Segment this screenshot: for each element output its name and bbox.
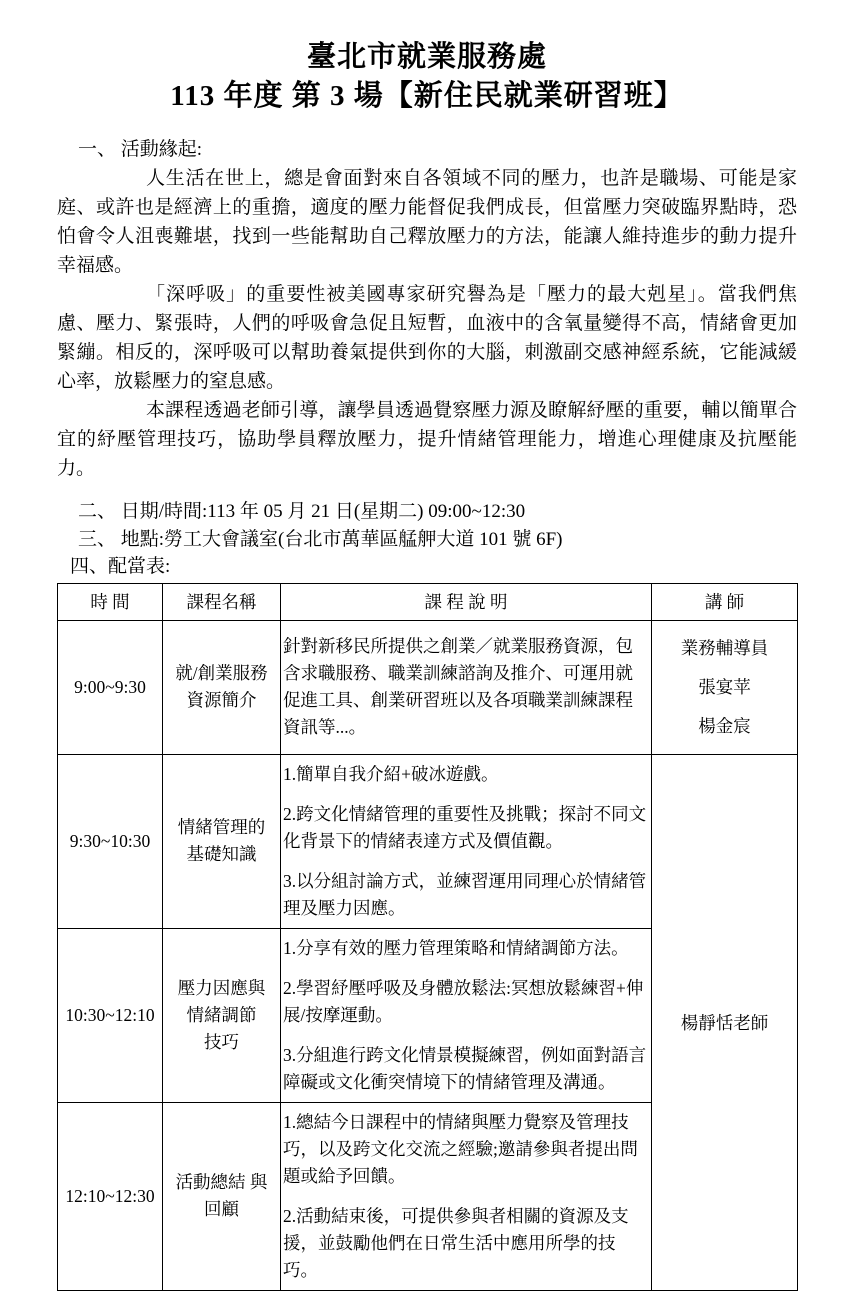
description-item: 3.以分組討論方式，並練習運用同理心於情緒管理及壓力因應。 bbox=[283, 870, 647, 918]
header-course-description: 課 程 說 明 bbox=[281, 583, 652, 620]
row1-course-name bbox=[163, 620, 281, 754]
row3-course-name bbox=[163, 928, 281, 1102]
course-name-line: 技巧 bbox=[204, 1031, 239, 1052]
lecturer-line: 楊金宸 bbox=[698, 715, 751, 736]
course-name-line: 活動總結 與 bbox=[175, 1172, 268, 1192]
header-time: 時 間 bbox=[58, 583, 163, 620]
row2-course-name bbox=[163, 754, 281, 928]
course-name-line: 壓力因應與 bbox=[177, 977, 266, 998]
location-line: 三、 地點:勞工大會議室(台北市萬華區艋舺大道 101 號 6F) bbox=[78, 528, 563, 550]
row1-time: 9:00~9:30 bbox=[58, 620, 163, 754]
origin-paragraph-3: 本課程透過老師引導，讓學員透過覺察壓力源及瞭解紓壓的重要，輔以簡單合宜的紓壓管理技巧，協助學員釋放壓力，提升情緒管理能力，增進心理健康及抗壓能力。 bbox=[57, 400, 797, 479]
row1-course-description bbox=[281, 620, 652, 754]
lecturer-line: 張宴苹 bbox=[698, 676, 751, 697]
row3-course-description bbox=[281, 928, 652, 1102]
row4-course-name bbox=[163, 1102, 281, 1290]
origin-paragraph-1: 人生活在世上，總是會面對來自各領域不同的壓力，也許是職場、可能是家庭、或許也是經濟上的重擔，適度的壓力能督促我們成長，但當壓力突破臨界點時，恐怕會令人沮喪難堪，找到一些能幫助自己釋放壓力的方法，能讓人維持進步的動力提升幸福感。 bbox=[57, 168, 797, 276]
course-name-line: 就/創業服務 bbox=[175, 663, 268, 683]
row4-course-description bbox=[281, 1102, 652, 1290]
row3-time: 10:30~12:10 bbox=[58, 928, 163, 1102]
section-origin-heading: 一、 活動緣起: bbox=[78, 139, 203, 160]
origin-paragraph-2: 「深呼吸」的重要性被美國專家研究譽為是「壓力的最大剋星」。當我們焦慮、壓力、緊張時，人們的呼吸會急促且短暫，血液中的含氧量變得不高，情緒會更加緊繃。相反的，深呼吸可以幫助養氣提供到你的大腦，刺激副交感神經系統，它能減緩心率，放鬆壓力的窒息感。 bbox=[57, 284, 797, 392]
table-row bbox=[58, 754, 798, 928]
course-name-line: 基礎知識 bbox=[186, 844, 257, 864]
description-item: 2.活動結束後，可提供參與者相關的資源及支援，並鼓勵他們在日常生活中應用所學的技巧。 bbox=[283, 1205, 629, 1280]
description-paragraph: 針對新移民所提供之創業／就業服務資源，包含求職服務、職業訓練諮詢及推介、可運用就促進工具、創業研習班以及各項職業訓練課程資訊等...。 bbox=[283, 636, 633, 737]
row4-time: 12:10~12:30 bbox=[58, 1102, 163, 1290]
row1-lecturer bbox=[652, 620, 798, 754]
description-item: 2.學習紓壓呼吸及身體放鬆法:冥想放鬆練習+伸展/按摩運動。 bbox=[283, 977, 644, 1025]
header-course-name: 課程名稱 bbox=[163, 583, 281, 620]
schedule-heading: 四、配當表: bbox=[70, 556, 171, 577]
description-item: 1.總結今日課程中的情緒與壓力覺察及管理技巧，以及跨文化交流之經驗;邀請參與者提出問題或給予回饋。 bbox=[283, 1111, 638, 1186]
table-header-row bbox=[58, 583, 798, 620]
course-name-line: 回顧 bbox=[204, 1199, 239, 1219]
doc-title-line1: 臺北市就業服務處 bbox=[306, 41, 547, 73]
course-name-line: 情緒管理的 bbox=[177, 817, 266, 837]
date-time-line: 二、 日期/時間:113 年 05 月 21 日(星期二) 09:00~12:30 bbox=[78, 501, 526, 522]
doc-title-line2: 113 年度 第 3 場【新住民就業研習班】 bbox=[170, 80, 684, 112]
row2-time: 9:30~10:30 bbox=[58, 754, 163, 928]
description-item: 2.跨文化情緒管理的重要性及挑戰；探討不同文化背景下的情緒表達方式及價值觀。 bbox=[283, 803, 647, 851]
description-item: 1.分享有效的壓力管理策略和情緒調節方法。 bbox=[283, 937, 629, 958]
description-item: 3.分組進行跨文化情景模擬練習，例如面對語言障礙或文化衝突情境下的情緒管理及溝通。 bbox=[283, 1044, 647, 1092]
schedule-table bbox=[57, 583, 798, 1291]
course-name-line: 資源簡介 bbox=[186, 690, 257, 710]
header-lecturer: 講 師 bbox=[652, 583, 798, 620]
merged-lecturer-cell: 楊靜恬老師 bbox=[652, 754, 798, 1290]
row2-course-description bbox=[281, 754, 652, 928]
lecturer-line: 業務輔導員 bbox=[680, 637, 769, 658]
course-name-line: 情緒調節 bbox=[186, 1004, 257, 1025]
table-row bbox=[58, 620, 798, 754]
description-item: 1.簡單自我介紹+破冰遊戲。 bbox=[283, 763, 499, 784]
